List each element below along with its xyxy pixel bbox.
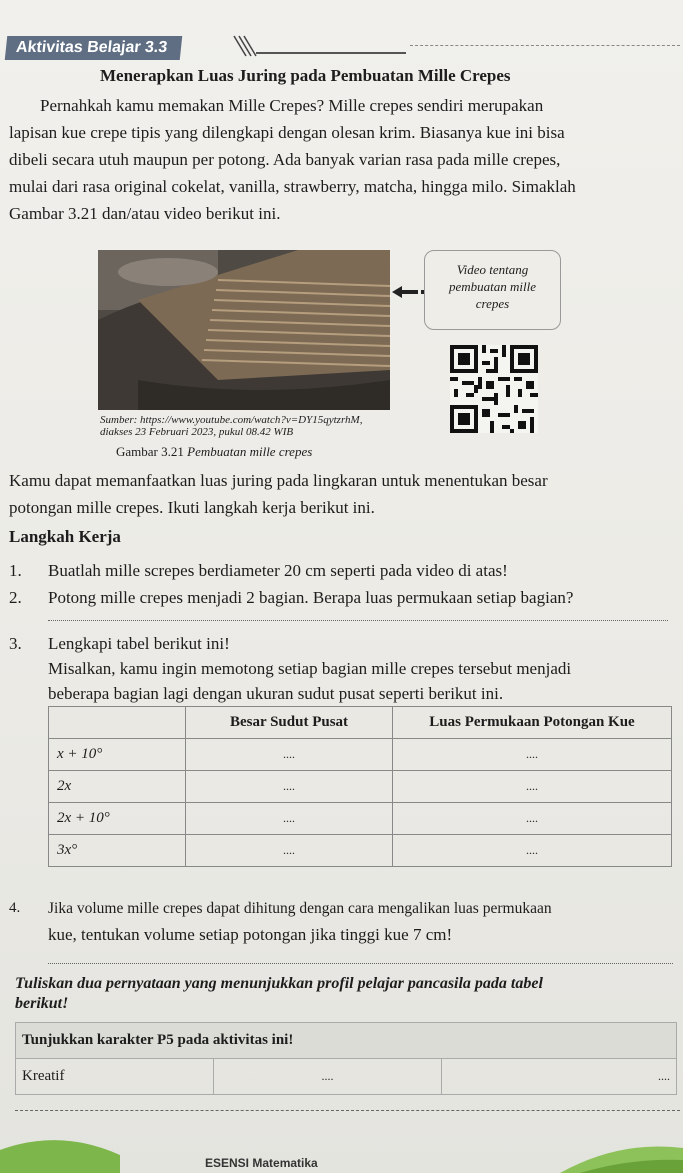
intro-line-2: lapisan kue crepe tipis yang dilengkapi dengan olesan krim. Biasanya kue ini bisa [9,123,565,142]
p5-header: Tunjukkan karakter P5 pada aktivitas ini! [16,1023,677,1059]
activity-title: Menerapkan Luas Juring pada Pembuatan Mille Crepes [100,66,511,85]
p5-row-label: Kreatif [16,1059,214,1095]
table-cell-expression: 2x [49,771,186,803]
header-dashed-rule [410,45,680,46]
step-1-text: Buatlah mille screpes berdiameter 20 cm seperti pada video di atas! [48,561,508,580]
step-3-line-2: Misalkan, kamu ingin memotong setiap bagian mille crepes tersebut menjadi [48,659,572,678]
table-header-empty [49,707,186,739]
angle-area-table [48,706,672,867]
footer-swoosh-decoration [0,1120,683,1173]
step-2-answer-line[interactable] [48,620,668,621]
step-3-text: Lengkapi tabel berikut ini! [48,634,230,653]
table-header-angle: Besar Sudut Pusat [186,707,393,739]
badge-stripes-decoration [232,34,258,60]
table-row [49,803,672,835]
p5-row [16,1059,677,1095]
table-cell-expression: 2x + 10° [49,803,186,835]
table-row [49,835,672,867]
intro-line-4: mulai dari rasa original cokelat, vanilla, strawberry, matcha, hingga milo. Simaklah [9,177,576,196]
table-cell-expression: 3x° [49,835,186,867]
lead-line-1: Kamu dapat memanfaatkan luas juring pada lingkaran untuk menentukan besar [9,471,548,490]
badge-rule [256,52,406,54]
table-cell-area[interactable]: .... [393,771,672,803]
table-cell-angle[interactable]: .... [186,803,393,835]
p5-cell-2[interactable]: .... [442,1059,677,1095]
table-row [49,739,672,771]
step-4-answer-line[interactable] [48,963,673,964]
table-cell-area[interactable]: .... [393,803,672,835]
lead-line-2: potongan mille crepes. Ikuti langkah kerja berikut ini. [9,498,375,517]
table-header-area: Luas Permukaan Potongan Kue [393,707,672,739]
table-cell-angle[interactable]: .... [186,739,393,771]
figure-caption [116,444,312,460]
p5-instruction: Tuliskan dua pernyataan yang menunjukkan profil pelajar pancasila pada tabel [15,975,543,992]
table-cell-area[interactable]: .... [393,835,672,867]
layered-cake-photo [98,250,390,410]
source-line-1: Sumber: https://www.youtube.com/watch?v=DY15qytzrhM, [100,414,363,426]
step-2-number: 2. [9,588,22,607]
figure-source [100,414,362,438]
intro-line-1: Pernahkah kamu memakan Mille Crepes? Mille crepes sendiri merupakan [40,96,544,115]
caption-text: Pembuatan mille crepes [187,444,313,459]
p5-table [15,1022,677,1095]
callout-line-3: crepes [475,296,510,311]
video-callout [424,250,561,330]
step-4-line-2: kue, tentukan volume setiap potongan jika tinggi kue 7 cm! [48,925,453,944]
table-cell-expression: x + 10° [49,739,186,771]
step-2-text: Potong mille crepes menjadi 2 bagian. Berapa luas permukaan setiap bagian? [48,588,574,607]
step-3-number: 3. [9,634,22,653]
table-row [49,771,672,803]
callout-line-1: Video tentang [456,262,529,277]
step-4-text: Jika volume mille crepes dapat dihitung dengan cara mengalikan luas permukaan [48,900,552,917]
p5-header-row [16,1023,677,1059]
p5-cell-1[interactable]: .... [214,1059,442,1095]
qr-code-icon[interactable] [450,345,538,433]
table-cell-angle[interactable]: .... [186,771,393,803]
intro-line-3: dibeli secara utuh maupun per potong. Ada banyak varian rasa pada mille crepes, [9,150,561,169]
caption-label: Gambar 3.21 [116,444,184,459]
table-cell-area[interactable]: .... [393,739,672,771]
intro-line-5: Gambar 3.21 dan/atau video berikut ini. [9,204,281,223]
activity-badge: Aktivitas Belajar 3.3 [5,36,183,60]
footer-text: ESENSI Matematika [205,1156,318,1170]
bottom-rule [15,1110,680,1111]
p5-instruction-line-2: berikut! [15,995,69,1012]
step-3-line-3: beberapa bagian lagi dengan ukuran sudut pusat seperti berikut ini. [48,684,504,703]
step-4-number: 4. [9,900,21,916]
table-cell-angle[interactable]: .... [186,835,393,867]
steps-heading: Langkah Kerja [9,527,121,546]
table-header-row [49,707,672,739]
step-1-number: 1. [9,561,22,580]
callout-line-2: pembuatan mille [448,279,536,294]
source-line-2: diakses 23 Februari 2023, pukul 08.42 WIB [100,426,294,438]
